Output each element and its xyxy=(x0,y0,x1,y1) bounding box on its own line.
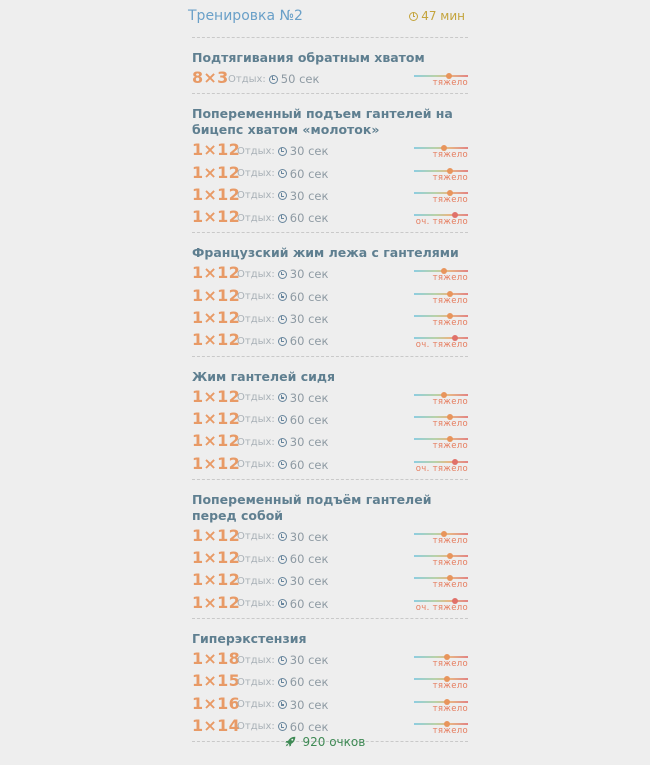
difficulty-slider[interactable] xyxy=(414,206,468,228)
rest-value: 30 сек xyxy=(289,267,329,282)
clock-icon xyxy=(278,722,287,731)
set-reps: 1×15 xyxy=(192,671,241,691)
difficulty-track xyxy=(414,678,468,680)
set-row xyxy=(192,592,468,614)
exercise-block xyxy=(192,233,468,356)
difficulty-label: тяжело xyxy=(432,273,468,284)
difficulty-track xyxy=(414,214,468,216)
difficulty-slider[interactable] xyxy=(414,715,468,737)
rest-label: Отдых: xyxy=(237,313,275,325)
rest-value: 30 сек xyxy=(289,312,329,327)
rest-label: Отдых: xyxy=(237,436,275,448)
difficulty-slider[interactable] xyxy=(414,592,468,614)
difficulty-label: тяжело xyxy=(432,441,468,452)
set-reps: 1×12 xyxy=(192,525,241,545)
rest-value: 60 сек xyxy=(289,719,329,734)
set-rest xyxy=(237,653,328,667)
rest-label: Отдых: xyxy=(237,190,275,202)
difficulty-track xyxy=(414,701,468,703)
clock-icon xyxy=(278,555,287,564)
set-reps: 1×12 xyxy=(192,308,241,328)
set-row xyxy=(192,67,468,89)
difficulty-slider[interactable] xyxy=(414,525,468,547)
set-row xyxy=(192,715,468,737)
set-rest xyxy=(237,189,328,203)
rest-value: 60 сек xyxy=(289,289,329,304)
clock-icon xyxy=(278,270,287,279)
rest-label: Отдых: xyxy=(237,676,275,688)
exercise-name: Попеременный подъём гантелей перед собой xyxy=(192,491,432,523)
difficulty-slider[interactable] xyxy=(414,139,468,161)
rest-label: Отдых: xyxy=(237,654,275,666)
difficulty-slider[interactable] xyxy=(414,670,468,692)
set-reps: 1×12 xyxy=(192,207,241,227)
set-reps: 8×3 xyxy=(192,68,229,87)
difficulty-track xyxy=(414,75,468,77)
set-row xyxy=(192,525,468,547)
clock-icon xyxy=(278,169,287,178)
clock-icon xyxy=(278,656,287,665)
rest-value: 60 сек xyxy=(289,211,329,226)
exercise-name: Французский жим лежа с гантелями xyxy=(192,245,459,261)
clock-icon xyxy=(409,12,418,21)
set-row xyxy=(192,262,468,284)
difficulty-label: тяжело xyxy=(432,318,468,329)
set-reps: 1×12 xyxy=(192,453,241,473)
exercise-name: Попеременный подъем гантелей на бицепс хватом «молоток» xyxy=(192,106,453,138)
set-rest xyxy=(237,144,328,158)
exercise-block xyxy=(192,38,468,94)
difficulty-track xyxy=(414,416,468,418)
rest-label: Отдых: xyxy=(237,459,275,471)
rest-label: Отдых: xyxy=(237,721,275,733)
clock-icon xyxy=(278,415,287,424)
clock-icon xyxy=(278,577,287,586)
difficulty-slider[interactable] xyxy=(414,386,468,408)
clock-icon xyxy=(278,337,287,346)
set-reps: 1×12 xyxy=(192,330,241,350)
difficulty-track xyxy=(414,170,468,172)
difficulty-track xyxy=(414,293,468,295)
difficulty-label: тяжело xyxy=(432,78,468,88)
difficulty-track xyxy=(414,337,468,339)
difficulty-label: тяжело xyxy=(432,703,468,714)
exercise-block xyxy=(192,94,468,233)
set-rest xyxy=(237,435,328,449)
rest-value: 60 сек xyxy=(289,412,329,427)
set-row xyxy=(192,184,468,206)
rocket-icon xyxy=(285,736,296,747)
set-reps: 1×12 xyxy=(192,285,241,305)
rest-value: 30 сек xyxy=(289,653,329,668)
set-reps: 1×12 xyxy=(192,162,241,182)
rest-value: 30 сек xyxy=(289,697,329,712)
set-rest xyxy=(237,597,328,611)
set-row xyxy=(192,648,468,670)
workout-title: Тренировка №2 xyxy=(188,8,303,24)
rest-label: Отдых: xyxy=(237,414,275,426)
clock-icon xyxy=(278,700,287,709)
clock-icon xyxy=(278,147,287,156)
difficulty-label: оч. тяжело xyxy=(415,340,468,351)
set-reps: 1×12 xyxy=(192,263,241,283)
rest-value: 60 сек xyxy=(289,334,329,349)
rest-value: 30 сек xyxy=(289,188,329,203)
difficulty-label: тяжело xyxy=(432,558,468,569)
set-row xyxy=(192,307,468,329)
rest-label: Отдых: xyxy=(237,553,275,565)
clock-icon xyxy=(269,75,278,84)
difficulty-label: тяжело xyxy=(432,580,468,591)
rest-value: 30 сек xyxy=(289,529,329,544)
set-row xyxy=(192,329,468,351)
set-rest xyxy=(237,334,328,348)
clock-icon xyxy=(278,438,287,447)
set-reps: 1×12 xyxy=(192,548,241,568)
difficulty-label: тяжело xyxy=(432,295,468,306)
set-rest xyxy=(237,552,328,566)
set-reps: 1×14 xyxy=(192,715,241,735)
set-rest xyxy=(237,413,328,427)
set-rest xyxy=(237,675,328,689)
difficulty-slider[interactable] xyxy=(414,547,468,569)
set-row xyxy=(192,693,468,715)
set-reps: 1×16 xyxy=(192,693,241,713)
set-rest xyxy=(228,72,319,86)
difficulty-label: тяжело xyxy=(432,659,468,670)
set-reps: 1×12 xyxy=(192,184,241,204)
set-rest xyxy=(237,530,328,544)
difficulty-slider[interactable] xyxy=(414,184,468,206)
set-row xyxy=(192,139,468,161)
set-row xyxy=(192,670,468,692)
difficulty-slider[interactable] xyxy=(414,162,468,184)
difficulty-slider[interactable] xyxy=(414,67,468,89)
rest-value: 30 сек xyxy=(289,574,329,589)
set-row xyxy=(192,453,468,475)
rest-label: Отдых: xyxy=(237,291,275,303)
difficulty-label: тяжело xyxy=(432,725,468,736)
exercise-block xyxy=(192,357,468,480)
score-value: 920 очков xyxy=(302,735,366,749)
exercise-block xyxy=(192,619,468,742)
clock-icon xyxy=(278,678,287,687)
set-rest xyxy=(237,211,328,225)
rest-label: Отдых: xyxy=(237,575,275,587)
difficulty-slider[interactable] xyxy=(414,430,468,452)
set-row xyxy=(192,408,468,430)
set-row xyxy=(192,285,468,307)
set-reps: 1×12 xyxy=(192,386,241,406)
difficulty-slider[interactable] xyxy=(414,329,468,351)
set-rest xyxy=(237,458,328,472)
difficulty-label: тяжело xyxy=(432,194,468,205)
rest-value: 50 сек xyxy=(280,72,320,86)
rest-label: Отдых: xyxy=(237,598,275,610)
difficulty-track xyxy=(414,438,468,440)
difficulty-slider[interactable] xyxy=(414,307,468,329)
difficulty-slider[interactable] xyxy=(414,262,468,284)
difficulty-track xyxy=(414,577,468,579)
duration-value: 47 мин xyxy=(421,9,465,23)
difficulty-track xyxy=(414,192,468,194)
exercise-block xyxy=(192,480,468,619)
difficulty-slider[interactable] xyxy=(414,648,468,670)
difficulty-label: тяжело xyxy=(432,150,468,161)
rest-label: Отдых: xyxy=(237,145,275,157)
set-rest xyxy=(237,312,328,326)
set-reps: 1×12 xyxy=(192,592,241,612)
rest-label: Отдых: xyxy=(237,531,275,543)
rest-label: Отдых: xyxy=(228,73,266,85)
workout-duration xyxy=(409,9,465,23)
rest-label: Отдых: xyxy=(237,699,275,711)
clock-icon xyxy=(278,532,287,541)
exercise-list xyxy=(192,37,468,742)
rest-value: 30 сек xyxy=(289,435,329,450)
set-reps: 1×12 xyxy=(192,431,241,451)
score-summary xyxy=(0,735,650,749)
difficulty-label: оч. тяжело xyxy=(415,217,468,228)
difficulty-track xyxy=(414,723,468,725)
clock-icon xyxy=(278,393,287,402)
exercise-name: Подтягивания обратным хватом xyxy=(192,50,425,65)
clock-icon xyxy=(278,315,287,324)
difficulty-slider[interactable] xyxy=(414,285,468,307)
difficulty-slider[interactable] xyxy=(414,693,468,715)
set-row xyxy=(192,162,468,184)
set-rest xyxy=(237,167,328,181)
set-reps: 1×12 xyxy=(192,408,241,428)
rest-value: 30 сек xyxy=(289,390,329,405)
difficulty-slider[interactable] xyxy=(414,408,468,430)
difficulty-label: оч. тяжело xyxy=(415,463,468,474)
difficulty-track xyxy=(414,315,468,317)
set-row xyxy=(192,386,468,408)
difficulty-label: оч. тяжело xyxy=(415,602,468,613)
difficulty-track xyxy=(414,600,468,602)
rest-label: Отдых: xyxy=(237,335,275,347)
rest-value: 60 сек xyxy=(289,675,329,690)
difficulty-slider[interactable] xyxy=(414,569,468,591)
difficulty-track xyxy=(414,461,468,463)
set-row xyxy=(192,569,468,591)
rest-value: 60 сек xyxy=(289,552,329,567)
exercise-name: Жим гантелей сидя xyxy=(192,368,335,384)
rest-label: Отдых: xyxy=(237,168,275,180)
set-rest xyxy=(237,720,328,734)
set-rest xyxy=(237,267,328,281)
set-rest xyxy=(237,391,328,405)
rest-value: 60 сек xyxy=(289,457,329,472)
set-reps: 1×18 xyxy=(192,649,241,669)
rest-label: Отдых: xyxy=(237,212,275,224)
rest-value: 60 сек xyxy=(289,166,329,181)
set-rest xyxy=(237,290,328,304)
set-rest xyxy=(237,574,328,588)
clock-icon xyxy=(278,214,287,223)
set-reps: 1×12 xyxy=(192,570,241,590)
difficulty-label: тяжело xyxy=(432,172,468,183)
difficulty-track xyxy=(414,555,468,557)
workout-header xyxy=(188,8,465,26)
clock-icon xyxy=(278,191,287,200)
clock-icon xyxy=(278,460,287,469)
set-row xyxy=(192,547,468,569)
rest-label: Отдых: xyxy=(237,268,275,280)
clock-icon xyxy=(278,599,287,608)
difficulty-label: тяжело xyxy=(432,681,468,692)
rest-value: 60 сек xyxy=(289,596,329,611)
difficulty-label: тяжело xyxy=(432,535,468,546)
set-reps: 1×12 xyxy=(192,140,241,160)
exercise-name: Гиперэкстензия xyxy=(192,631,307,647)
set-row xyxy=(192,206,468,228)
rest-value: 30 сек xyxy=(289,144,329,159)
difficulty-slider[interactable] xyxy=(414,453,468,475)
clock-icon xyxy=(278,292,287,301)
difficulty-track xyxy=(414,656,468,658)
rest-label: Отдых: xyxy=(237,392,275,404)
set-rest xyxy=(237,698,328,712)
difficulty-label: тяжело xyxy=(432,396,468,407)
difficulty-label: тяжело xyxy=(432,418,468,429)
set-row xyxy=(192,430,468,452)
